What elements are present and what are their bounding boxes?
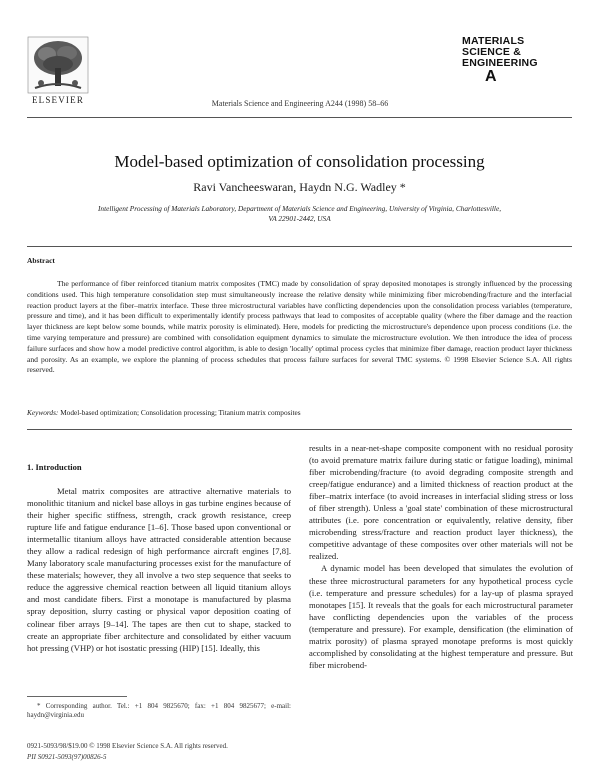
journal-logo-line: SCIENCE & [462, 46, 521, 58]
front-matter [27, 741, 327, 762]
body-paragraph: A dynamic model has been developed that simulates the evolution of these three microstructural parameters for any hypothetical process cycle (i.e. temperature and pressure schedules) for a lay-up of plasma sprayed monotapes [15]. It reveals that the goals for each microstructural parameter have conflicting dependencies upon the variables of the process (temperature and pressure). For example, densification (the elimination of matrix porosity) of plasma sprayed monotape preforms is most quickly accomplished by consolidating at the highest temperature and pressure. But fiber microbend- [309, 563, 573, 670]
article-authors: Ravi Vancheeswaran, Haydn N.G. Wadley * [193, 180, 406, 194]
article-title: Model-based optimization of consolidation processing [114, 152, 485, 171]
left-column-text: Metal matrix composites are attractive alternative materials to monolithic titanium and nickel base alloys in gas turbine engines because of their higher specific stiffness, strength, crack growth resistance, creep rupture life and fatigue endurance [1–6]. Those based upon conventional or intermetallic titanium alloys have attracted considerable attention because they allow a radical redesign of high performance aircraft engines [7,8]. Many laboratory scale manufacturing processes exist for the manufacture of these materials; however, they all involve a two step sequence that seeks to reduce the aggressive chemical reaction between all liquid titanium alloys and most candidate fibers. First a monotape is manufactured by plasma spray deposition, slurry casting or physical vapor deposition coating of colinear fiber arrays [9–14]. The tapes are then cut to shape, stacked to create an appropriate fiber architecture and consolidated by either vacuum hot pressing (VHP) or hot isostatic pressing (HIP) [15]. Ideally, this [27, 486, 291, 653]
keywords-list: Model-based optimization; Consolidation processing; Titanium matrix composites [60, 408, 301, 417]
affiliation-line: VA 22901-2442, USA [268, 214, 331, 223]
journal-logo-section: A [485, 68, 497, 85]
journal-reference: Materials Science and Engineering A244 (1998) 58–66 [211, 99, 389, 108]
copyright-line: 0921-5093/98/$19.00 © 1998 Elsevier Science S.A. All rights reserved. [27, 742, 228, 750]
footnote-divider [27, 696, 127, 697]
affiliation-line: Intelligent Processing of Materials Laboratory, Department of Materials Science and Engineering, University of Virginia, Charlottesville, [97, 204, 502, 213]
keywords-label: Keywords: [27, 408, 59, 417]
publisher-name: ELSEVIER [31, 95, 85, 105]
abstract-bottom-divider [27, 429, 572, 430]
pii-line: PII S0921-5093(97)00826-5 [27, 752, 107, 761]
journal-logo [462, 36, 562, 96]
publisher-logo [27, 36, 89, 108]
abstract-text: The performance of fiber reinforced titanium matrix composites (TMC) made by consolidation of spray deposited monotapes is strongly influenced by the processing conditions used. This high temperature consolidation step must simultaneously increase the relative density while minimizing fiber microbending/fracture and the interfacial reaction product layers at the fiber–matrix interface. These three microstructural variables have conflicting dependencies upon the consolidation process variables (temperature, pressure and time), and it has been difficult to experimentally identify process pathways that lead to composites of acceptable quality (where the fiber damage and the reaction layer thickness are kept below some bounds, while matrix porosity is eliminated). Here, models for predicting the microstructure's dependence upon process conditions (i.e. the time varying temperature and pressure) are combined with consolidation equipment dynamics to simulate the microstructure evolution. We then introduce the idea of process failure surfaces and show how a model predictive control algorithm, is able to design 'locally' optimal process cycles that minimize fiber damage, reaction product layer thickness and porosity. As an example, we explore the planning of process schedules that process failure surfaces for several TMC systems. © 1998 Elsevier Science S.A. All rights reserved. [27, 279, 572, 375]
section-heading: 1. Introduction [27, 462, 82, 472]
abstract-top-divider [27, 246, 572, 247]
journal-logo-line: ENGINEERING [462, 57, 538, 69]
author-affiliation [60, 204, 539, 224]
keywords [27, 408, 572, 417]
journal-logo-line: MATERIALS [462, 35, 525, 47]
header-divider [27, 117, 572, 118]
right-column-text [309, 442, 573, 671]
corresponding-author-footnote: * Corresponding author. Tel.: +1 804 9825670; fax: +1 804 9825677; e-mail: haydn@virginia.edu [27, 702, 291, 719]
abstract-heading: Abstract [27, 256, 55, 265]
body-paragraph: results in a near-net-shape composite component with no residual porosity (to avoid premature matrix failure during static or fatigue loading), minimal fiber microbending/fracture (to avoid degrading composite strength and creep/fatigue endurance) and a limited thickness of reaction product at the fiber–matrix interface (to avoid increases in interfacial sliding stress or loss of fiber strength). Unless a 'goal state' combination of these microstructural attributes (i.e. pore concentration or equivalently, relative density, fiber microbending stress/fracture and reaction product layer thickness), the competitive advantage of these composites over other materials will not be realized. [309, 443, 573, 562]
elsevier-tree-icon [27, 36, 89, 94]
